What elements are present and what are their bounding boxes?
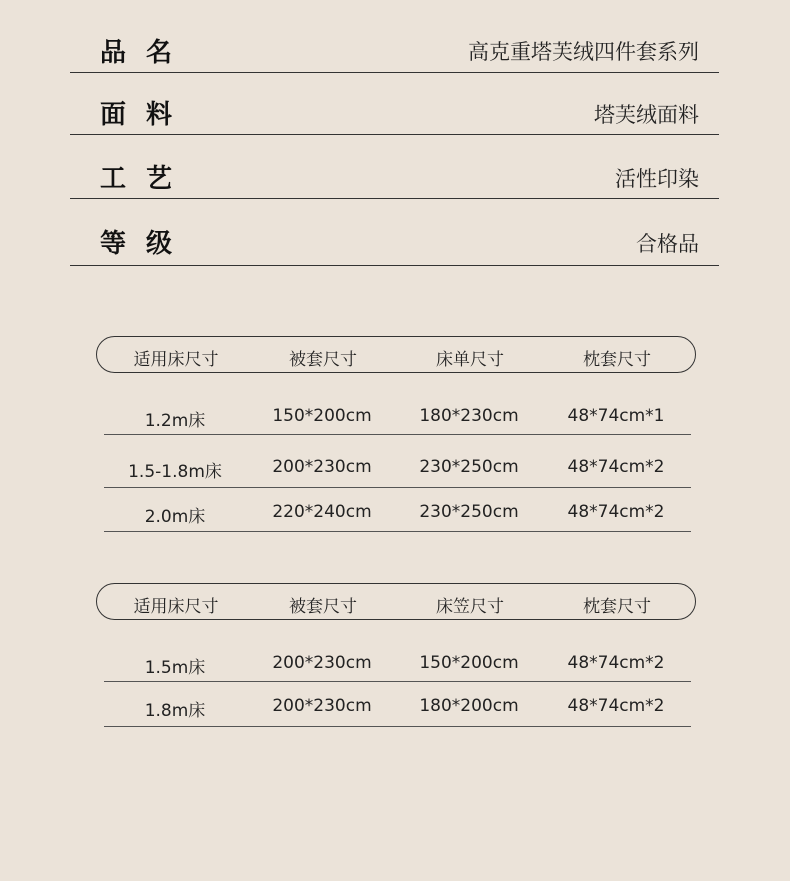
spec-label: 品名 xyxy=(100,38,193,68)
spec-label: 工艺 xyxy=(100,164,193,194)
header-cell: 适用床尺寸 xyxy=(133,350,219,370)
spec-row-grade xyxy=(70,198,719,266)
size-table-fitted-sheet xyxy=(96,583,696,721)
table-cell: 220*240cm xyxy=(272,502,372,522)
spec-label: 面料 xyxy=(100,100,193,130)
table-cell: 2.0m床 xyxy=(144,507,206,527)
table-cell: 200*230cm xyxy=(272,457,372,477)
table-cell: 48*74cm*2 xyxy=(567,653,665,673)
table-cell: 1.8m床 xyxy=(144,701,206,721)
table-cell: 180*200cm xyxy=(419,696,519,716)
row-divider xyxy=(104,487,691,488)
header-cell: 被套尺寸 xyxy=(289,350,357,370)
row-divider xyxy=(104,681,691,682)
header-cell: 被套尺寸 xyxy=(289,597,357,617)
size-table-flat-sheet xyxy=(96,336,696,527)
table-cell: 230*250cm xyxy=(419,457,519,477)
table-cell: 1.5-1.8m床 xyxy=(128,462,222,482)
spec-label: 等级 xyxy=(100,229,193,259)
table-cell: 48*74cm*2 xyxy=(567,502,665,522)
table-cell: 150*200cm xyxy=(419,653,519,673)
table-cell: 200*230cm xyxy=(272,653,372,673)
table-cell: 180*230cm xyxy=(419,406,519,426)
row-divider xyxy=(104,531,691,532)
table-cell: 200*230cm xyxy=(272,696,372,716)
header-cell: 枕套尺寸 xyxy=(583,350,651,370)
table-cell: 48*74cm*1 xyxy=(567,406,665,426)
header-cell: 适用床尺寸 xyxy=(133,597,219,617)
table-header xyxy=(96,583,696,620)
spec-row-product-name xyxy=(70,26,719,73)
table-cell: 48*74cm*2 xyxy=(567,696,665,716)
spec-row-craft xyxy=(70,134,719,199)
table-cell: 1.2m床 xyxy=(144,411,206,431)
spec-value: 塔芙绒面料 xyxy=(594,103,699,127)
table-cell: 150*200cm xyxy=(272,406,372,426)
header-cell: 床单尺寸 xyxy=(436,350,504,370)
table-header xyxy=(96,336,696,373)
spec-value: 活性印染 xyxy=(615,167,699,191)
header-cell: 枕套尺寸 xyxy=(583,597,651,617)
spec-value: 合格品 xyxy=(636,232,699,256)
table-cell: 1.5m床 xyxy=(144,658,206,678)
table-cell: 230*250cm xyxy=(419,502,519,522)
header-cell: 床笠尺寸 xyxy=(436,597,504,617)
spec-value: 高克重塔芙绒四件套系列 xyxy=(468,40,699,64)
row-divider xyxy=(104,434,691,435)
table-cell: 48*74cm*2 xyxy=(567,457,665,477)
spec-row-fabric xyxy=(70,72,719,135)
row-divider xyxy=(104,726,691,727)
